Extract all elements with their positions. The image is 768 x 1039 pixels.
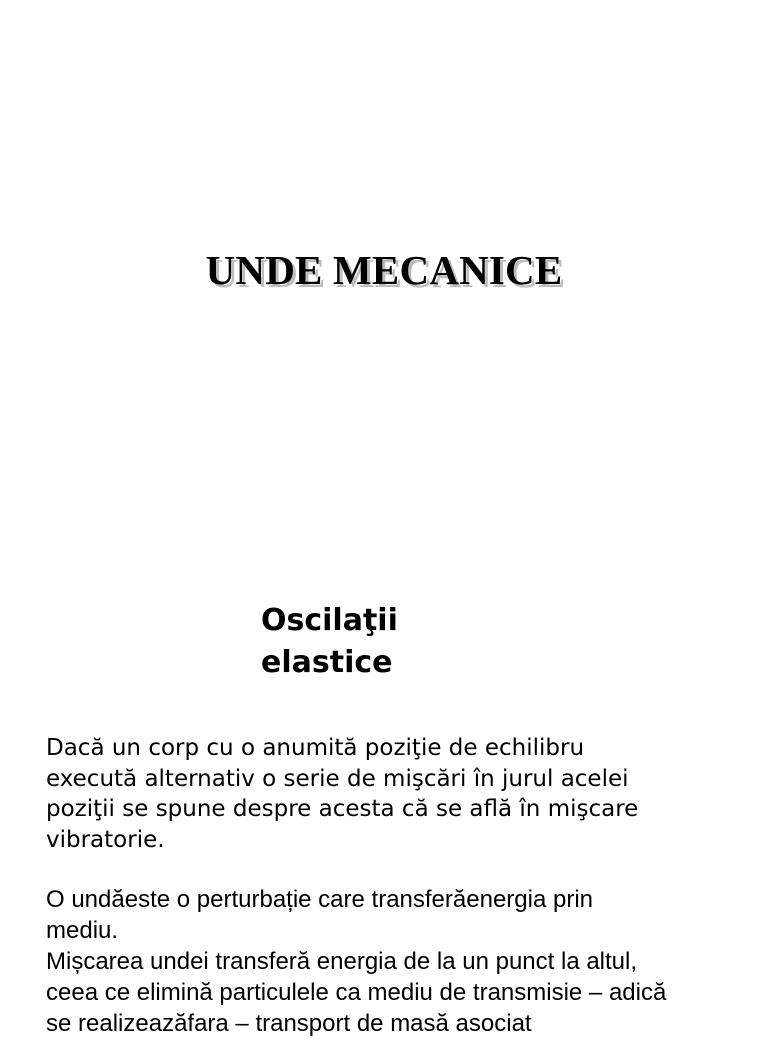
document-title: UNDE MECANICE [205,247,563,293]
paragraph-line: O undăeste o perturbație care transferăenergia prin [46,886,593,913]
paragraph-line: Dacă un corp cu o anumită poziţie de echilibru [46,735,585,761]
paragraph-line: Mișcarea undei transferă energia de la un punct la altul, [46,948,638,975]
paragraph-line: vibratorie. [46,826,165,853]
paragraph-wave-definition [46,884,746,1039]
paragraph-line: poziţii se spune despre acesta că se află în mişcare [46,796,639,822]
section-heading [261,600,521,684]
paragraph-line: ceea ce elimină particulele ca mediu de transmisie – adică [46,979,667,1006]
paragraph-line: se realizeazăfara – transport de masă asociat [46,1010,532,1037]
paragraph-line: execută alternativ o serie de mişcări în jurul acelei [46,765,629,792]
paragraph-oscillation-definition [46,733,746,855]
paragraph-line: mediu. [46,917,119,944]
section-heading-line: Oscilaţii [261,603,398,638]
section-heading-line: elastice [261,645,393,680]
